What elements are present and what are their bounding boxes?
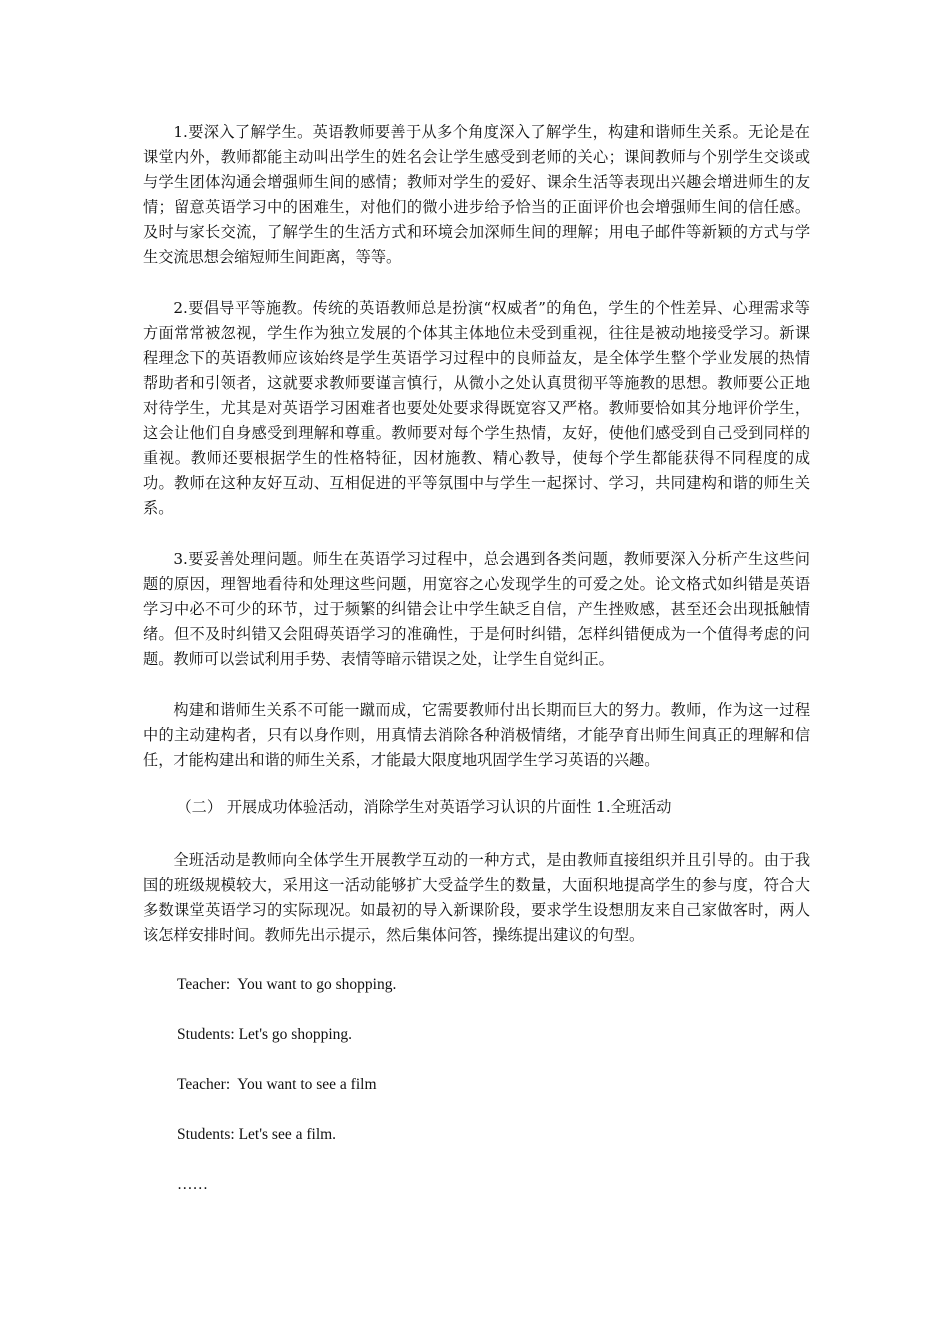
- document-page: [143, 120, 810, 1197]
- dialogue-line: Students: Let's go shopping.: [177, 1026, 353, 1043]
- paragraph-equal-teaching: 2.要倡导平等施教。传统的英语教师总是扮演“权威者”的角色，学生的个性差异、心理需求等方面常常被忽视，学生作为独立发展的个体其主体地位未受到重视，往往是被动地接受学习。新课程理念下的英语教师应该始终是学生英语学习过程中的良师益友，是全体学生整个学业发展的热情帮助者和引领者，这就要求教师要谨言慎行，从微小之处认真贯彻平等施教的思想。教师要公正地对待学生，尤其是对英语学习困难者也要处处要求得既宽容又严格。教师要恰如其分地评价学生，这会让他们自身感受到理解和尊重。教师要对每个学生热情，友好，使他们感受到自己受到同样的重视。教师还要根据学生的性格特征，因材施教、精心教导，使每个学生都能获得不同程度的成功。教师在这种友好互动、互相促进的平等氛围中与学生一起探讨、学习，共同建构和谐的师生关系。: [143, 299, 810, 517]
- paragraph-class-activity: 全班活动是教师向全体学生开展教学互动的一种方式，是由教师直接组织并且引导的。由于我国的班级规模较大，采用这一活动能够扩大受益学生的数量，大面积地提高学生的参与度，符合大多数课堂英语学习的实际现况。如最初的导入新课阶段，要求学生设想朋友来自己家做客时，两人该怎样安排时间。教师先出示提示，然后集体问答，操练提出建议的句型。: [143, 851, 810, 944]
- dialogue-line: Teacher: You want to go shopping.: [177, 976, 397, 993]
- paragraph-conclusion: 构建和谐师生关系不可能一蹴而成，它需要教师付出长期而巨大的努力。教师，作为这一过程中的主动建构者，只有以身作则，用真情去消除各种消极情绪，才能孕育出师生间真正的理解和信任，才能构建出和谐的师生关系，才能最大限度地巩固学生学习英语的兴趣。: [143, 701, 810, 769]
- dialogue-line: Students: Let's see a film.: [177, 1126, 337, 1143]
- paragraph-understand-students: 1.要深入了解学生。英语教师要善于从多个角度深入了解学生，构建和谐师生关系。无论是在课堂内外，教师都能主动叫出学生的姓名会让学生感受到老师的关心；课间教师与个别学生交谈或与学生团体沟通会增强师生间的感情；教师对学生的爱好、课余生活等表现出兴趣会增进师生的友情；留意英语学习中的困难生，对他们的微小进步给予恰当的正面评价也会增强师生间的信任感。及时与家长交流，了解学生的生活方式和环境会加深师生间的理解；用电子邮件等新颖的方式与学生交流思想会缩短师生间距离，等等。: [143, 123, 810, 266]
- paragraph-handle-problems: 3.要妥善处理问题。师生在英语学习过程中，总会遇到各类问题，教师要深入分析产生这些问题的原因，理智地看待和处理这些问题，用宽容之心发现学生的可爱之处。论文格式如纠错是英语学习中必不可少的环节，过于频繁的纠错会让中学生缺乏自信，产生挫败感，甚至还会出现抵触情绪。但不及时纠错又会阻碍英语学习的准确性，于是何时纠错，怎样纠错便成为一个值得考虑的问题。教师可以尝试利用手势、表情等暗示错误之处，让学生自觉纠正。: [143, 550, 810, 668]
- dialogue-ellipsis: ……: [177, 1176, 208, 1193]
- section-heading: （二） 开展成功体验活动，消除学生对英语学习认识的片面性 1.全班活动: [176, 798, 672, 816]
- dialogue-line: Teacher: You want to see a film: [177, 1076, 377, 1093]
